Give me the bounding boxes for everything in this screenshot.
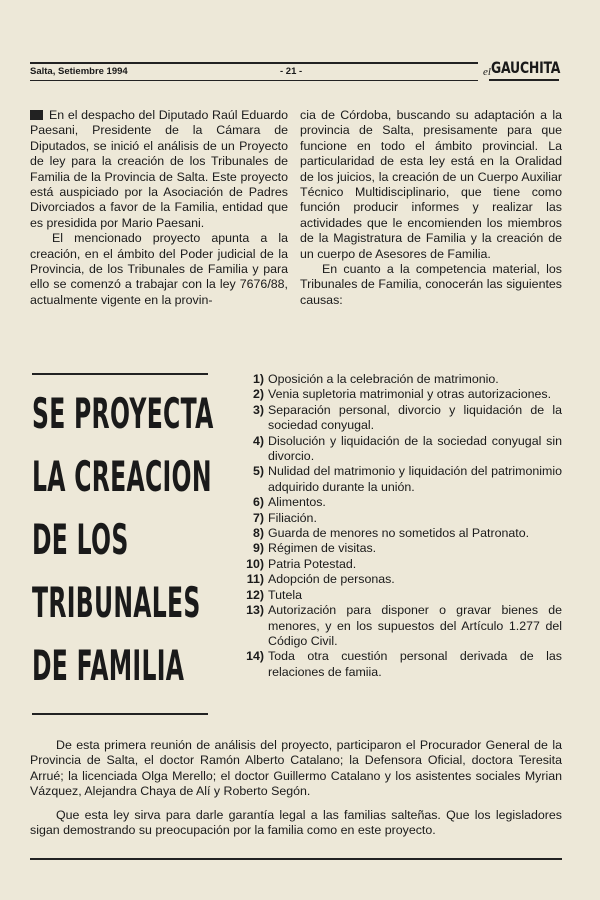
headline-top-rule [32, 373, 208, 375]
list-item [244, 572, 562, 587]
list-item [244, 588, 562, 603]
item-number: 14) [246, 649, 264, 664]
masthead-logo [483, 58, 563, 82]
article-paragraph: En cuanto a la competencia material, los Tribunales de Familia, conocerán las siguientes causas: [300, 262, 562, 307]
item-text: Tutela [268, 587, 302, 602]
header-top-rule [30, 62, 478, 64]
item-number: 10) [246, 556, 264, 571]
headline-line: DE LOS [32, 515, 129, 564]
list-item [244, 541, 562, 556]
square-bullet-icon [30, 110, 43, 120]
article-paragraph [30, 108, 288, 231]
item-number: 6) [252, 495, 264, 510]
article-headline [32, 382, 214, 697]
item-number: 7) [252, 510, 264, 525]
item-text: Régimen de visitas. [268, 541, 377, 556]
item-number: 9) [252, 541, 264, 556]
item-number: 8) [252, 526, 264, 541]
list-item [244, 495, 562, 510]
article-column-2 [300, 108, 562, 308]
item-text: Disolución y liquidación de la sociedad conyugal sin divorcio. [268, 433, 562, 464]
causes-list [244, 372, 562, 680]
item-text: Adopción de personas. [268, 572, 395, 587]
item-number: 1) [252, 372, 264, 386]
logo-prefix: el [483, 66, 491, 78]
item-text: Separación personal, divorcio y liquidación de la sociedad conyugal. [268, 402, 562, 433]
logo-underline [489, 79, 559, 81]
list-item [244, 511, 562, 526]
list-item [244, 649, 562, 680]
footer-rule [30, 858, 562, 860]
headline-bottom-rule [32, 713, 208, 715]
headline-line: LA CREACION [32, 452, 212, 501]
item-number: 2) [252, 387, 264, 402]
headline-line: DE FAMILIA [32, 641, 185, 690]
list-item [244, 603, 562, 649]
item-number: 12) [246, 587, 264, 602]
item-text: Nulidad del matrimonio y liquidación del patrimonimio adquirido durante la unión. [268, 464, 562, 494]
item-number: 11) [246, 572, 264, 587]
item-text: Toda otra cuestión personal derivada de las relaciones de famiia. [268, 649, 562, 679]
item-number: 3) [252, 402, 264, 417]
article-column-1 [30, 108, 288, 308]
list-item [244, 403, 562, 434]
item-number: 13) [246, 603, 264, 618]
item-text: Alimentos. [268, 495, 326, 510]
article-paragraph: El mencionado proyecto apunta a la creación, en el ámbito del Poder judicial de la Provincia, de los Tribunales de Familia y para ello se comenzó a trabajar con la ley 7676/88, actualmente vigente en la provin- [30, 231, 288, 307]
paragraph-text: En el despacho del Diputado Raúl Eduardo Paesani, Presidente de la Cámara de Diputados, se inició el análisis de un Proyecto de ley para la creación de los Tribunales de Familia de la Provincia de Salta. Este proyecto está auspiciado por la Asociación de Padres Divorciados a favor de la Familia, entidad que es presidida por Mario Paesani. [30, 108, 288, 230]
item-text: Venia supletoria matrimonial y otras autorizaciones. [268, 387, 552, 402]
closing-paragraph: De esta primera reunión de análisis del proyecto, participaron el Procurador General de la Provincia de Salta, el doctor Ramón Alberto Catalano; la Defensora Oficial, doctora Teresita Arrué; la licenciada Olga Merello; el doctor Guillermo Catalano y los asistentes sociales Myrian Vázquez, Alejandra Chaya de Alí y Roberto Segón. [30, 738, 562, 799]
list-item [244, 387, 562, 402]
list-item [244, 434, 562, 465]
header-date: Salta, Setiembre 1994 [30, 66, 128, 77]
list-item [244, 526, 562, 541]
item-text: Guarda de menores no sometidos al Patronato. [268, 526, 530, 541]
item-number: 4) [252, 433, 264, 448]
article-paragraph: cia de Córdoba, buscando su adaptación a la provincia de Salta, presisamente para que funcione en todo el ámbito provincial. La particularidad de esta ley está en la Oralidad de los juicios, la creación de un Cuerpo Auxiliar Técnico Multidisciplinario, que tiene como función producir informes y realizar las actividades que le encomienden los miembros de la Magistratura de Familia y la creación de un cuerpo de Asesores de Familia. [300, 108, 562, 261]
headline-line: TRIBUNALES [32, 578, 201, 627]
item-text: Autorización para disponer o gravar bienes de menores, y en los supuestos del Artículo 1.277 del Código Civil. [268, 603, 562, 648]
closing-paragraph: Que esta ley sirva para darle garantía legal a las familias salteñas. Que los legisladores sigan demostrando su preocupación por la familia como en este proyecto. [30, 807, 562, 838]
article-closing [30, 738, 562, 838]
item-text: Patria Potestad. [268, 556, 357, 571]
headline-line: SE PROYECTA [32, 389, 214, 438]
item-text: Filiación. [268, 510, 317, 525]
header-page-number: - 21 - [280, 66, 303, 77]
item-number: 5) [252, 464, 264, 479]
header-bottom-rule [30, 80, 478, 81]
list-item [244, 372, 562, 387]
list-item [244, 464, 562, 495]
logo-word: GAUCHITA [491, 58, 561, 77]
item-text: Oposición a la celebración de matrimonio. [268, 372, 499, 386]
list-item [244, 557, 562, 572]
